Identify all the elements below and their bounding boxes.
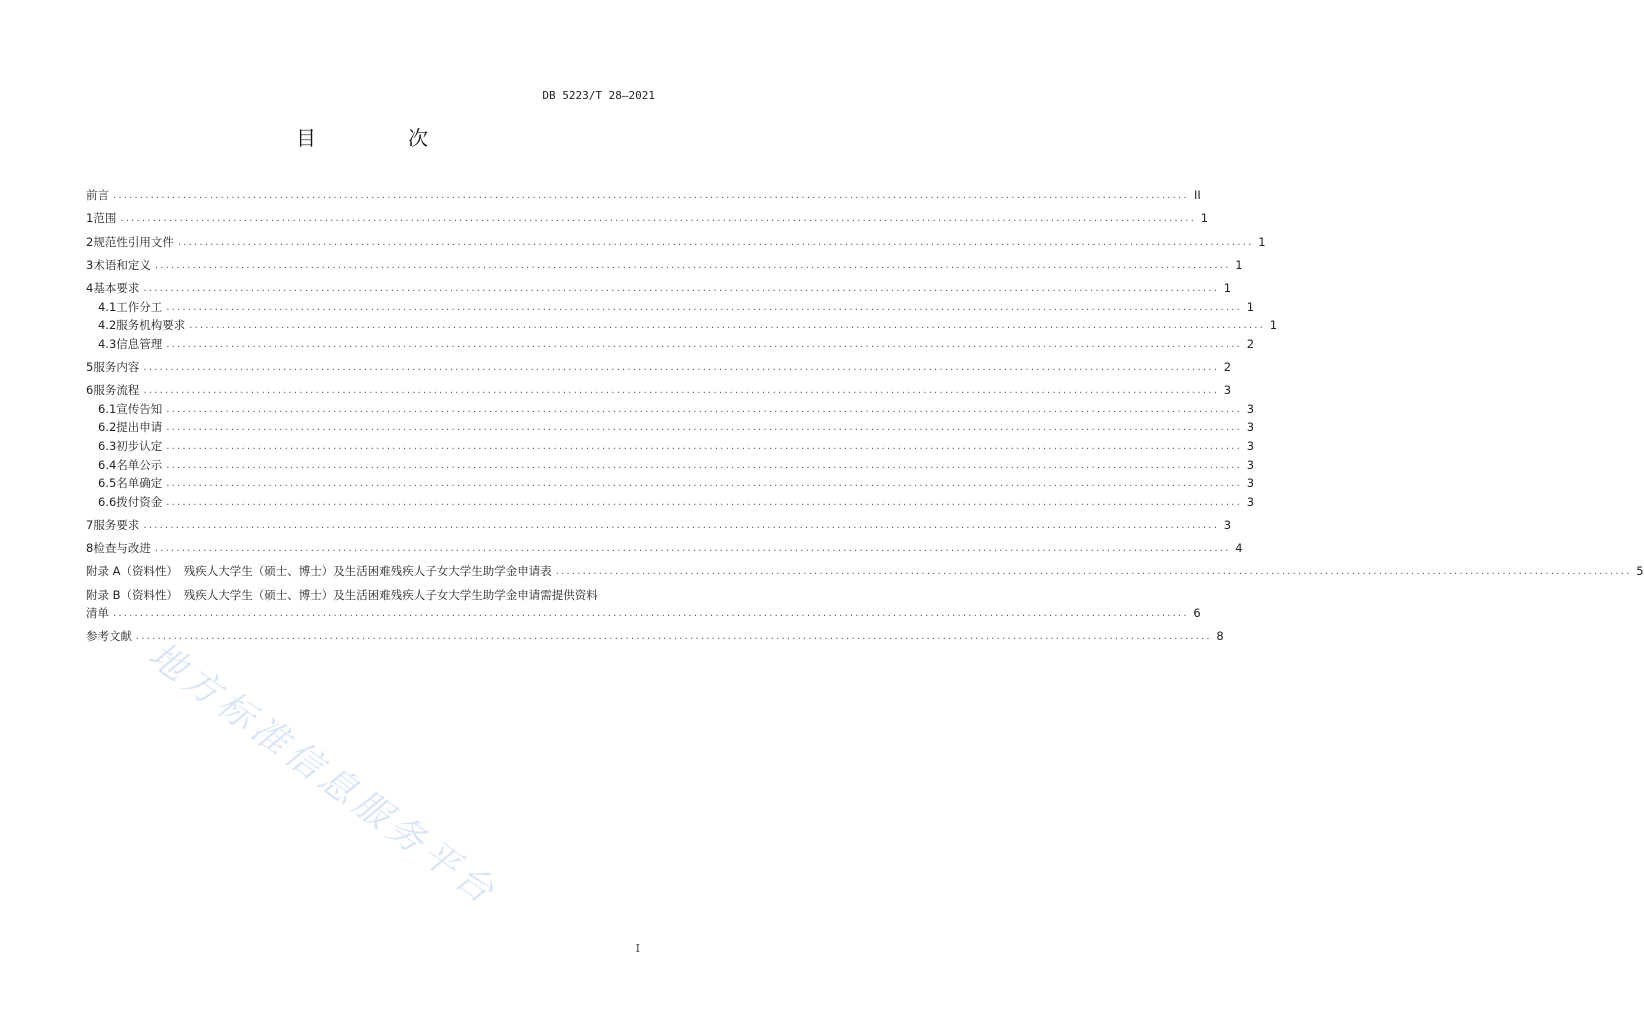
toc-entry-title: 附录 A（资料性） 残疾人大学生（硕士、博士）及生活困难残疾人子女大学生助学金申请表	[86, 564, 552, 579]
toc-entry-title: 术语和定义	[93, 257, 151, 272]
toc-entry[interactable]	[86, 418, 1255, 437]
toc-entry-page: II	[1193, 188, 1201, 203]
toc-entry-page: 3	[1246, 420, 1255, 435]
toc-leader-dots: ........................................................................................................................................................................................................	[143, 385, 1220, 397]
toc-leader-dots: ........................................................................................................................................................................................................	[113, 190, 1189, 202]
toc-entry-title: 名单公示	[116, 457, 163, 472]
toc-entry-number: 6.5	[98, 476, 117, 491]
toc-entry-title: 参考文献	[86, 629, 132, 644]
toc-entry[interactable]	[86, 437, 1255, 456]
toc-entry-page: 5	[1636, 564, 1644, 579]
toc-entry[interactable]	[86, 539, 1243, 558]
toc-entry[interactable]	[86, 455, 1255, 474]
toc-entry-number: 8	[86, 541, 94, 556]
toc-entry-title: 前言	[86, 188, 109, 203]
toc-leader-dots: ........................................................................................................................................................................................................	[555, 566, 1632, 578]
toc-entry-page: 3	[1246, 401, 1255, 416]
toc-entry-title: 信息管理	[116, 336, 163, 351]
toc-entry-title: 名单确定	[116, 476, 163, 491]
toc-leader-dots: ........................................................................................................................................................................................................	[143, 519, 1220, 531]
toc-entry-page: 1	[1200, 211, 1209, 226]
table-of-contents	[86, 186, 1644, 646]
toc-entry-page: 3	[1223, 517, 1232, 532]
toc-entry-page: 6	[1193, 606, 1201, 621]
toc-entry-number: 6	[86, 383, 94, 398]
toc-leader-dots: ........................................................................................................................................................................................................	[113, 608, 1189, 620]
toc-entry-title: 工作分工	[116, 299, 163, 314]
toc-entry-page: 1	[1269, 318, 1278, 333]
toc-leader-dots: ........................................................................................................................................................................................................	[154, 543, 1231, 555]
toc-entry[interactable]	[86, 604, 1201, 623]
toc-leader-dots: ........................................................................................................................................................................................................	[166, 422, 1243, 434]
toc-leader-dots: ........................................................................................................................................................................................................	[166, 440, 1243, 452]
toc-entry-page: 3	[1246, 457, 1255, 472]
toc-entry-title: 范围	[93, 211, 117, 226]
toc-entry[interactable]	[86, 232, 1266, 251]
toc-leader-dots: ........................................................................................................................................................................................................	[120, 213, 1197, 225]
toc-entry[interactable]	[86, 474, 1255, 493]
toc-entry-number: 4.3	[98, 336, 117, 351]
toc-entry-number: 4	[86, 281, 94, 296]
toc-leader-dots: ........................................................................................................................................................................................................	[154, 259, 1231, 271]
toc-entry[interactable]	[86, 316, 1278, 335]
toc-entry-number: 6.3	[98, 438, 117, 453]
toc-entry-page: 4	[1235, 541, 1243, 556]
toc-entry-number: 6.4	[98, 457, 117, 472]
toc-entry-title: 服务要求	[93, 517, 140, 532]
toc-entry[interactable]	[86, 209, 1209, 228]
toc-entry-title: 拨付资金	[116, 494, 163, 509]
toc-entry[interactable]	[86, 335, 1255, 354]
toc-entry[interactable]	[86, 381, 1232, 400]
toc-entry-title: 基本要求	[93, 281, 140, 296]
page-title: 目 次	[296, 126, 464, 150]
toc-entry-title: 服务内容	[93, 360, 140, 375]
toc-entry-number: 6.6	[98, 494, 117, 509]
toc-entry-page: 3	[1246, 476, 1255, 491]
toc-entry-number: 3	[86, 257, 94, 272]
toc-leader-dots: ........................................................................................................................................................................................................	[166, 496, 1243, 508]
toc-leader-dots: ........................................................................................................................................................................................................	[166, 338, 1243, 350]
toc-entry-title: 宣传告知	[116, 401, 163, 416]
toc-leader-dots: ........................................................................................................................................................................................................	[143, 283, 1220, 295]
toc-entry-page: 1	[1246, 299, 1255, 314]
toc-entry-page: 8	[1216, 629, 1224, 644]
toc-entry[interactable]	[86, 562, 1644, 581]
toc-entry-title: 初步认定	[116, 438, 163, 453]
toc-entry-title: 规范性引用文件	[93, 234, 174, 249]
toc-entry-title: 服务机构要求	[116, 318, 186, 333]
toc-entry-page: 2	[1223, 360, 1232, 375]
toc-entry-page: 3	[1246, 438, 1255, 453]
document-code: DB 5223/T 28—2021	[542, 89, 655, 102]
footer-page-number: I	[635, 942, 640, 955]
toc-entry-number: 6.1	[98, 401, 117, 416]
toc-entry[interactable]	[86, 256, 1243, 275]
toc-entry-number: 4.1	[98, 299, 117, 314]
toc-entry[interactable]	[86, 516, 1232, 535]
toc-entry-number: 5	[86, 360, 94, 375]
toc-entry-page: 2	[1246, 336, 1255, 351]
toc-entry-number: 7	[86, 517, 94, 532]
toc-leader-dots: ........................................................................................................................................................................................................	[166, 403, 1243, 415]
toc-leader-dots: ........................................................................................................................................................................................................	[143, 362, 1220, 374]
toc-entry[interactable]	[86, 627, 1224, 646]
toc-entry-title: 提出申请	[116, 420, 163, 435]
toc-entry[interactable]	[86, 585, 656, 604]
toc-entry-title: 附录 B（资料性） 残疾人大学生（硕士、博士）及生活困难残疾人子女大学生助学金申请需提供资料	[86, 587, 598, 602]
toc-entry-number: 1	[86, 211, 94, 226]
toc-entry-title: 服务流程	[93, 383, 140, 398]
toc-entry-page: 1	[1235, 257, 1243, 272]
toc-entry-title: 清单	[86, 606, 109, 621]
toc-entry-page: 1	[1223, 281, 1232, 296]
toc-entry-page: 3	[1223, 383, 1232, 398]
toc-leader-dots: ........................................................................................................................................................................................................	[166, 459, 1243, 471]
toc-entry-page: 1	[1258, 234, 1266, 249]
toc-entry[interactable]	[86, 358, 1232, 377]
toc-entry[interactable]	[86, 297, 1255, 316]
toc-entry-number: 6.2	[98, 420, 117, 435]
toc-entry-number: 4.2	[98, 318, 117, 333]
toc-entry[interactable]	[86, 492, 1255, 511]
toc-leader-dots: ........................................................................................................................................................................................................	[189, 320, 1266, 332]
toc-entry[interactable]	[86, 400, 1255, 419]
toc-leader-dots: ........................................................................................................................................................................................................	[177, 236, 1254, 248]
toc-entry-title: 检查与改进	[93, 541, 151, 556]
toc-entry[interactable]	[86, 186, 1201, 205]
toc-leader-dots: ........................................................................................................................................................................................................	[136, 631, 1212, 643]
toc-leader-dots: ........................................................................................................................................................................................................	[166, 301, 1243, 313]
toc-entry-page: 3	[1246, 494, 1255, 509]
toc-leader-dots: ........................................................................................................................................................................................................	[166, 478, 1243, 490]
watermark-text: 地方标准信息服务平台	[141, 634, 506, 915]
toc-entry-number: 2	[86, 234, 94, 249]
toc-entry[interactable]	[86, 279, 1232, 298]
